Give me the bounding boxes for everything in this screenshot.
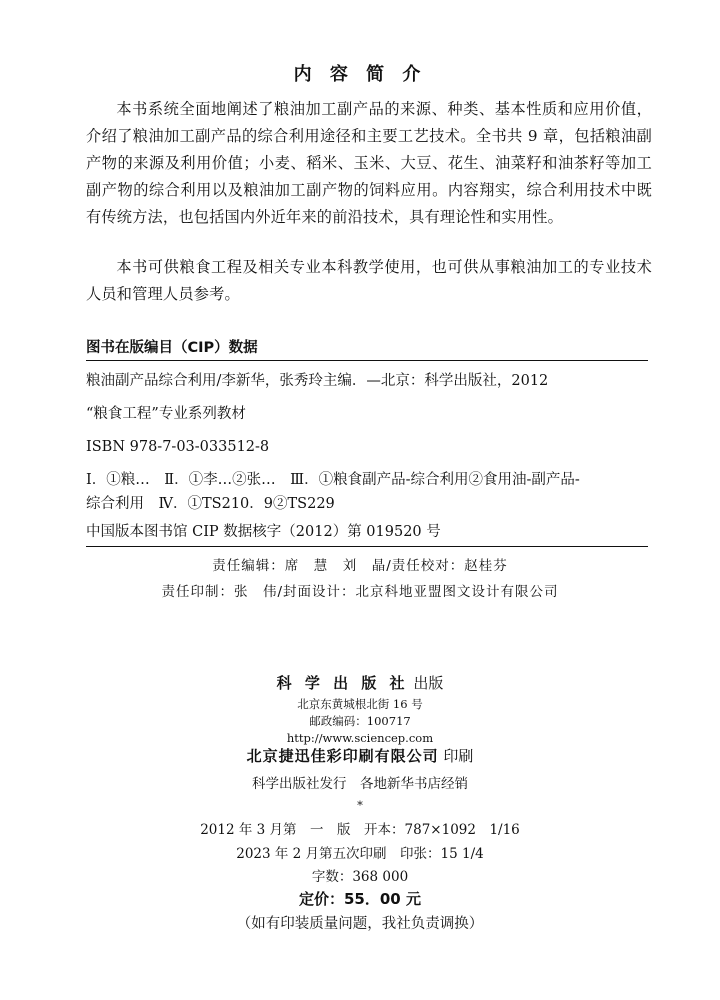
cip-line-title: 粮油副产品综合利用/李新华，张秀玲主编．—北京：科学出版社，2012 bbox=[86, 373, 549, 389]
summary-paragraph-2: 本书可供粮食工程及相关专业本科教学使用，也可供从事粮油加工的专业技术人员和管理人员参考。 bbox=[86, 258, 652, 303]
credits-production: 责任印制：张 伟/封面设计：北京科地亚盟图文设计有限公司 bbox=[161, 584, 559, 600]
publisher-name: 科 学 出 版 社 bbox=[276, 674, 409, 692]
price: 定价：55．00 元 bbox=[299, 890, 421, 908]
credits-editors: 责任编辑：席 慧 刘 晶/责任校对：赵桂芬 bbox=[212, 558, 508, 574]
publisher-postcode: 邮政编码：100717 bbox=[309, 714, 411, 728]
cip-line-classification-cont: 综合利用 Ⅳ．①TS210．9②TS229 bbox=[86, 496, 335, 512]
edition-first: 2012 年 3 月第 一 版 开本：787×1092 1/16 bbox=[200, 822, 520, 838]
summary-paragraph-1: 本书系统全面地阐述了粮油加工副产品的来源、种类、基本性质和应用价值，介绍了粮油加工副产品的综合利用途径和主要工艺技术。全书共 9 章，包括粮油副产物的来源及利用价值；小麦、稻米、玉米、大豆、花生、油菜籽和油茶籽等加工副产物的综合利用以及粮油加工副产物的饲料应用。内容翔实，综合利用技术中既有传统方法，也包括国内外近年来的前沿技术，具有理论性和实用性。 bbox=[86, 100, 652, 226]
page-title: 内 容 简 介 bbox=[293, 64, 427, 85]
printer-action: 印刷 bbox=[443, 747, 474, 765]
printer-line bbox=[0, 745, 720, 766]
edition-wordcount: 字数：368 000 bbox=[311, 869, 409, 885]
publisher-action: 出版 bbox=[413, 674, 444, 692]
cip-line-series: “粮食工程”专业系列教材 bbox=[86, 406, 246, 422]
printer-name: 北京捷迅佳彩印刷有限公司 bbox=[246, 747, 439, 765]
edition-reprint: 2023 年 2 月第五次印刷 印张：15 1/4 bbox=[236, 846, 484, 862]
quality-notice: （如有印装质量问题，我社负责调换） bbox=[236, 916, 484, 932]
cip-bottom-rule bbox=[86, 546, 648, 547]
cip-line-isbn: ISBN 978-7-03-033512-8 bbox=[86, 439, 270, 455]
cip-line-record: 中国版本图书馆 CIP 数据核字（2012）第 019520 号 bbox=[86, 524, 441, 540]
separator-asterisk: * bbox=[357, 798, 363, 812]
cip-heading: 图书在版编目（CIP）数据 bbox=[86, 340, 258, 356]
cip-line-classification: Ⅰ．①粮… Ⅱ．①李…②张… Ⅲ．①粮食副产品-综合利用②食用油-副产品- bbox=[86, 472, 580, 488]
distribution-line: 科学出版社发行 各地新华书店经销 bbox=[252, 776, 468, 792]
publisher-website: http://www.sciencep.com bbox=[286, 731, 434, 745]
publisher-address: 北京东黄城根北街 16 号 bbox=[297, 697, 423, 711]
cip-top-rule bbox=[86, 360, 648, 361]
publisher-line bbox=[0, 672, 720, 693]
